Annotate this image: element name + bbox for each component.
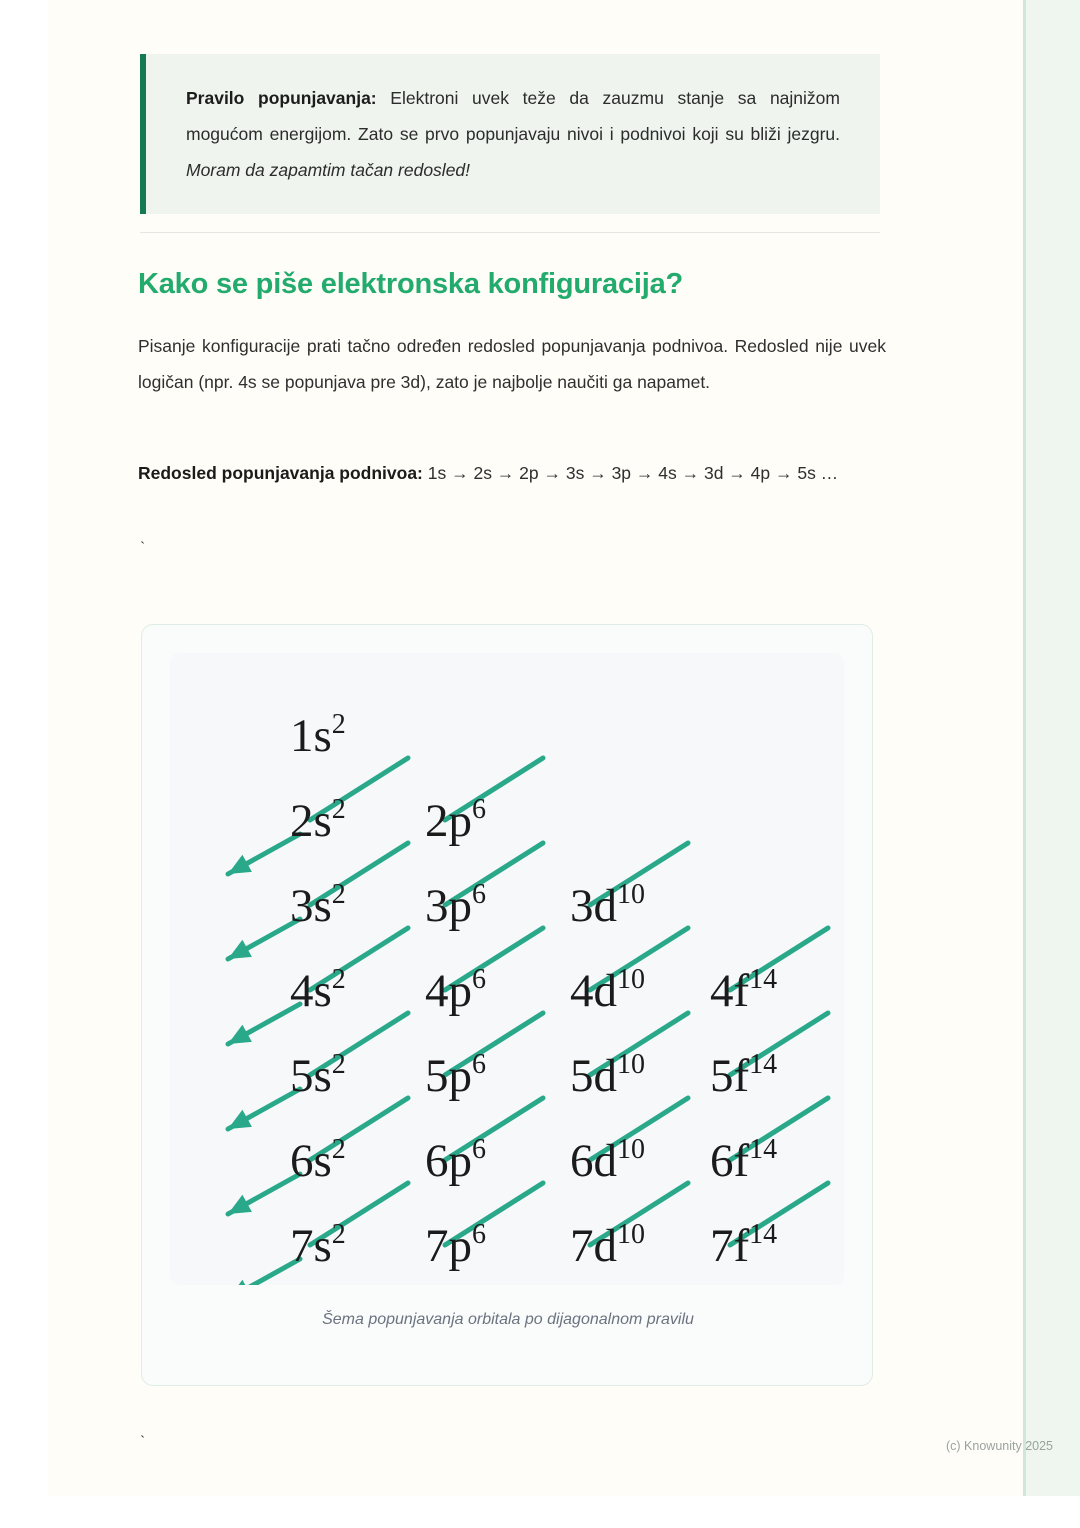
orbital-label-5f: $5f^{14}$: [710, 1049, 778, 1102]
orbital-label-6f: $6f^{14}$: [710, 1134, 778, 1187]
stray-backtick-top: `: [138, 540, 148, 557]
orbital-label-7f: $7f^{14}$: [710, 1219, 778, 1272]
orbital-label-2p: $2p^6$: [425, 794, 486, 847]
orbital-label-3s: $3s^2$: [290, 879, 346, 932]
orbital-diagram-image: [170, 653, 844, 1285]
rule-callout-body: Elektroni uvek teže da zauzmu stanje sa najnižom mogućom energijom. Zato se prvo popunjavaju nivoi i podnivoi koji su bliži jezgru.: [186, 88, 840, 144]
rule-callout: [140, 54, 880, 214]
orbital-label-6d: $6d^{10}$: [570, 1134, 645, 1187]
orbital-label-2s: $2s^2$: [290, 794, 346, 847]
footer-credit: (c) Knowunity 2025: [946, 1439, 1054, 1453]
page-sheet: [48, 0, 1080, 1496]
orbital-label-5s: $5s^2$: [290, 1049, 346, 1102]
orbital-label-4s: $4s^2$: [290, 964, 346, 1017]
intro-paragraph: Pisanje konfiguracije prati tačno određen redosled popunjavanja podnivoa. Redosled nije uvek logičan (npr. 4s se popunjava pre 3d), zato je najbolje naučiti ga napamet.: [138, 336, 886, 392]
rule-callout-lead: Pravilo popunjavanja:: [186, 88, 377, 108]
filling-order-sequence: 1s → 2s → 2p → 3s → 3p → 4s → 3d → 4p → 5s …: [422, 463, 839, 483]
orbital-diagram-svg: [170, 653, 844, 1285]
orbital-label-5p: $5p^6$: [425, 1049, 486, 1102]
orbital-label-1s: $1s^2$: [290, 709, 346, 762]
orbital-label-7p: $7p^6$: [425, 1219, 486, 1272]
orbital-label-3p: $3p^6$: [425, 879, 486, 932]
figure-caption: Šema popunjavanja orbitala po dijagonalnom pravilu: [322, 1311, 694, 1328]
orbital-label-3d: $3d^{10}$: [570, 879, 645, 932]
rule-callout-text: [186, 80, 840, 188]
rule-callout-emphasis: Moram da zapamtim tačan redosled!: [186, 160, 471, 180]
orbital-label-6p: $6p^6$: [425, 1134, 486, 1187]
stray-backtick-bottom: `: [138, 1434, 148, 1451]
section-divider: [140, 232, 880, 233]
figure-card: [141, 624, 873, 1386]
orbital-label-6s: $6s^2$: [290, 1134, 346, 1187]
page-right-margin-strip: [1023, 0, 1080, 1496]
filling-order-paragraph: [138, 455, 886, 491]
orbital-label-4p: $4p^6$: [425, 964, 486, 1017]
orbital-label-4f: $4f^{14}$: [710, 964, 778, 1017]
page-title: Kako se piše elektronska konfiguracija?: [138, 268, 684, 300]
orbital-label-4d: $4d^{10}$: [570, 964, 645, 1017]
filling-order-lead: Redosled popunjavanja podnivoa:: [138, 463, 423, 483]
orbital-label-7d: $7d^{10}$: [570, 1219, 645, 1272]
orbital-label-5d: $5d^{10}$: [570, 1049, 645, 1102]
orbital-label-7s: $7s^2$: [290, 1219, 346, 1272]
